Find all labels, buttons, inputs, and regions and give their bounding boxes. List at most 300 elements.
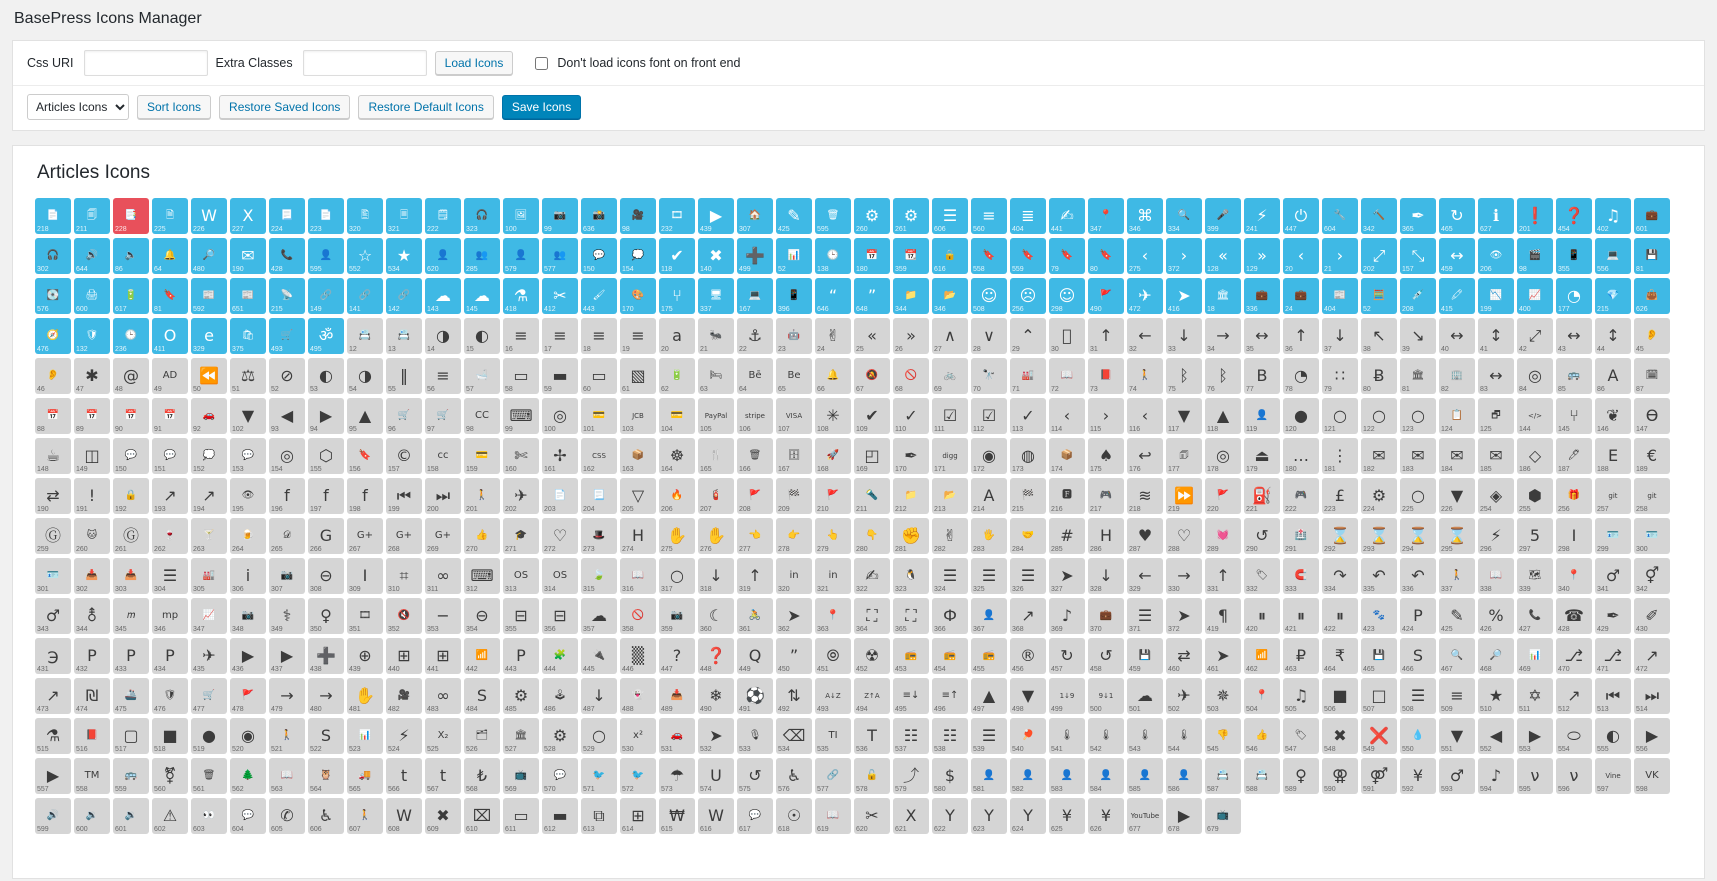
icon-cell[interactable] [386, 358, 422, 394]
icon-cell[interactable] [503, 398, 539, 434]
icon-cell[interactable] [1439, 198, 1475, 234]
icon-cell[interactable] [1166, 358, 1202, 394]
icon-cell[interactable] [1517, 758, 1553, 794]
icon-cell[interactable] [74, 278, 110, 314]
icon-cell[interactable] [581, 678, 617, 714]
icon-cell[interactable] [1478, 358, 1514, 394]
icon-cell[interactable] [74, 798, 110, 834]
icon-cell[interactable] [1322, 678, 1358, 714]
icon-cell[interactable] [1010, 278, 1046, 314]
icon-cell[interactable] [1127, 478, 1163, 514]
icon-cell[interactable] [1205, 398, 1241, 434]
icon-cell[interactable] [347, 318, 383, 354]
icon-cell[interactable] [191, 558, 227, 594]
icon-cell[interactable] [1361, 318, 1397, 354]
icon-cell[interactable] [191, 238, 227, 274]
icon-cell[interactable] [230, 678, 266, 714]
icon-cell[interactable] [74, 678, 110, 714]
icon-cell[interactable] [386, 318, 422, 354]
icon-cell[interactable] [347, 798, 383, 834]
icon-cell[interactable] [464, 758, 500, 794]
icon-cell[interactable] [893, 758, 929, 794]
icon-cell[interactable] [347, 238, 383, 274]
icon-cell[interactable] [1127, 638, 1163, 674]
icon-cell[interactable] [1010, 638, 1046, 674]
icon-cell[interactable] [347, 758, 383, 794]
icon-cell[interactable] [698, 278, 734, 314]
icon-cell[interactable] [815, 518, 851, 554]
icon-cell[interactable] [425, 318, 461, 354]
icon-cell[interactable] [1556, 718, 1592, 754]
icon-cell[interactable] [1439, 318, 1475, 354]
icon-cell[interactable] [1166, 278, 1202, 314]
icon-cell[interactable] [191, 438, 227, 474]
icon-cell[interactable] [464, 638, 500, 674]
icon-cell[interactable] [854, 558, 890, 594]
icon-cell[interactable] [386, 198, 422, 234]
icon-cell[interactable] [308, 518, 344, 554]
icon-cell[interactable] [1166, 518, 1202, 554]
icon-cell[interactable] [620, 758, 656, 794]
icon-cell[interactable] [1166, 638, 1202, 674]
icon-cell[interactable] [386, 678, 422, 714]
icon-cell[interactable] [854, 318, 890, 354]
icon-cell[interactable] [815, 238, 851, 274]
icon-cell[interactable] [74, 438, 110, 474]
icon-cell[interactable] [1127, 558, 1163, 594]
icon-cell[interactable] [113, 558, 149, 594]
icon-cell[interactable] [1478, 518, 1514, 554]
icon-cell[interactable] [308, 638, 344, 674]
icon-cell[interactable] [74, 398, 110, 434]
icon-cell[interactable] [1556, 278, 1592, 314]
icon-cell[interactable] [1127, 358, 1163, 394]
icon-cell[interactable] [74, 758, 110, 794]
icon-cell[interactable] [152, 318, 188, 354]
icon-cell[interactable] [776, 598, 812, 634]
icon-cell[interactable] [854, 278, 890, 314]
icon-cell[interactable] [620, 798, 656, 834]
icon-cell[interactable] [698, 678, 734, 714]
icon-cell[interactable] [269, 558, 305, 594]
icon-cell[interactable] [932, 358, 968, 394]
icon-cell[interactable] [581, 358, 617, 394]
icon-cell[interactable] [542, 638, 578, 674]
icon-cell[interactable] [971, 558, 1007, 594]
icon-cell[interactable] [1244, 478, 1280, 514]
icon-cell[interactable] [1439, 278, 1475, 314]
icon-cell[interactable] [1088, 758, 1124, 794]
icon-cell[interactable] [152, 438, 188, 474]
icon-cell[interactable] [308, 678, 344, 714]
icon-cell[interactable] [1127, 758, 1163, 794]
icon-cell[interactable] [620, 318, 656, 354]
icon-cell[interactable] [1439, 638, 1475, 674]
icon-cell[interactable] [386, 718, 422, 754]
icon-cell[interactable] [464, 798, 500, 834]
icon-cell[interactable] [503, 678, 539, 714]
icon-cell[interactable] [854, 198, 890, 234]
icon-cell[interactable] [581, 758, 617, 794]
icon-cell[interactable] [74, 598, 110, 634]
icon-cell[interactable] [776, 678, 812, 714]
icon-cell[interactable] [347, 598, 383, 634]
icon-cell[interactable] [152, 358, 188, 394]
icon-cell[interactable] [113, 798, 149, 834]
icon-cell[interactable] [503, 238, 539, 274]
icon-cell[interactable] [1010, 398, 1046, 434]
icon-cell[interactable] [1361, 278, 1397, 314]
icon-cell[interactable] [1127, 718, 1163, 754]
icon-cell[interactable] [581, 478, 617, 514]
icon-cell[interactable] [698, 318, 734, 354]
icon-cell[interactable] [425, 758, 461, 794]
icon-cell[interactable] [620, 198, 656, 234]
icon-cell[interactable] [308, 758, 344, 794]
icon-cell[interactable] [269, 278, 305, 314]
icon-cell[interactable] [971, 598, 1007, 634]
icon-cell[interactable] [815, 358, 851, 394]
icon-cell[interactable] [893, 358, 929, 394]
icon-cell[interactable] [1283, 518, 1319, 554]
icon-cell[interactable] [1361, 398, 1397, 434]
icon-cell[interactable] [113, 478, 149, 514]
icon-cell[interactable] [776, 398, 812, 434]
icon-cell[interactable] [464, 718, 500, 754]
icon-cell[interactable] [932, 198, 968, 234]
icon-cell[interactable] [776, 718, 812, 754]
icon-cell[interactable] [1205, 638, 1241, 674]
icon-cell[interactable] [1439, 678, 1475, 714]
icon-cell[interactable] [503, 278, 539, 314]
icon-cell[interactable] [347, 198, 383, 234]
icon-cell[interactable] [1283, 478, 1319, 514]
icon-cell[interactable] [1595, 558, 1631, 594]
icon-cell[interactable] [1088, 278, 1124, 314]
icon-cell[interactable] [854, 758, 890, 794]
icon-cell[interactable] [1439, 558, 1475, 594]
icon-cell[interactable] [1400, 558, 1436, 594]
icon-cell[interactable] [659, 758, 695, 794]
icon-cell[interactable] [152, 198, 188, 234]
icon-cell[interactable] [1088, 478, 1124, 514]
icon-cell[interactable] [1478, 718, 1514, 754]
icon-cell[interactable] [35, 358, 71, 394]
icon-cell[interactable] [1283, 758, 1319, 794]
icon-cell[interactable] [1283, 678, 1319, 714]
icon-cell[interactable] [659, 598, 695, 634]
icon-cell[interactable] [1049, 758, 1085, 794]
icon-cell[interactable] [776, 198, 812, 234]
icon-cell[interactable] [1049, 638, 1085, 674]
icon-cell[interactable] [386, 398, 422, 434]
icon-cell[interactable] [1127, 438, 1163, 474]
icon-cell[interactable] [503, 438, 539, 474]
icon-cell[interactable] [464, 518, 500, 554]
icon-cell[interactable] [74, 638, 110, 674]
icon-cell[interactable] [74, 558, 110, 594]
icon-cell[interactable] [932, 398, 968, 434]
icon-cell[interactable] [1010, 558, 1046, 594]
icon-cell[interactable] [1283, 718, 1319, 754]
icon-cell[interactable] [893, 558, 929, 594]
icon-cell[interactable] [971, 318, 1007, 354]
icon-cell[interactable] [1517, 198, 1553, 234]
icon-cell[interactable] [620, 278, 656, 314]
icon-cell[interactable] [113, 518, 149, 554]
icon-cell[interactable] [35, 638, 71, 674]
icon-cell[interactable] [113, 438, 149, 474]
icon-cell[interactable] [815, 438, 851, 474]
icon-cell[interactable] [1049, 518, 1085, 554]
icon-cell[interactable] [1049, 798, 1085, 834]
icon-cell[interactable] [1517, 718, 1553, 754]
icon-cell[interactable] [230, 438, 266, 474]
icon-cell[interactable] [230, 238, 266, 274]
icon-cell[interactable] [1634, 438, 1670, 474]
icon-cell[interactable] [1478, 238, 1514, 274]
icon-cell[interactable] [581, 198, 617, 234]
icon-cell[interactable] [347, 558, 383, 594]
icon-cell[interactable] [308, 558, 344, 594]
icon-cell[interactable] [1517, 558, 1553, 594]
icon-cell[interactable] [1595, 438, 1631, 474]
icon-cell[interactable] [1634, 758, 1670, 794]
icon-cell[interactable] [1049, 678, 1085, 714]
icon-cell[interactable] [1166, 238, 1202, 274]
icon-cell[interactable] [1439, 398, 1475, 434]
icon-cell[interactable] [1478, 758, 1514, 794]
icon-cell[interactable] [932, 278, 968, 314]
icon-cell[interactable] [1361, 598, 1397, 634]
icon-cell[interactable] [854, 358, 890, 394]
icon-cell[interactable] [698, 478, 734, 514]
icon-cell[interactable] [581, 558, 617, 594]
icon-cell[interactable] [971, 198, 1007, 234]
icon-cell[interactable] [74, 718, 110, 754]
icon-cell[interactable] [815, 718, 851, 754]
icon-cell[interactable] [971, 798, 1007, 834]
icon-cell[interactable] [1205, 438, 1241, 474]
icon-cell[interactable] [1244, 598, 1280, 634]
icon-cell[interactable] [503, 718, 539, 754]
icon-cell[interactable] [1088, 718, 1124, 754]
icon-cell[interactable] [737, 638, 773, 674]
icon-cell[interactable] [1439, 598, 1475, 634]
icon-cell[interactable] [35, 598, 71, 634]
icon-cell[interactable] [581, 318, 617, 354]
icon-cell[interactable] [971, 678, 1007, 714]
icon-cell[interactable] [737, 398, 773, 434]
icon-cell[interactable] [1283, 358, 1319, 394]
icon-cell[interactable] [503, 518, 539, 554]
icon-cell[interactable] [737, 798, 773, 834]
icon-cell[interactable] [503, 318, 539, 354]
icon-cell[interactable] [971, 758, 1007, 794]
icon-cell[interactable] [1361, 358, 1397, 394]
icon-cell[interactable] [854, 398, 890, 434]
icon-cell[interactable] [1166, 438, 1202, 474]
icon-cell[interactable] [854, 798, 890, 834]
icon-cell[interactable] [1010, 798, 1046, 834]
icon-cell[interactable] [1634, 278, 1670, 314]
icon-cell[interactable] [893, 798, 929, 834]
icon-cell[interactable] [1244, 198, 1280, 234]
restore-saved-icons-button[interactable]: Restore Saved Icons [219, 95, 350, 119]
icon-cell[interactable] [425, 638, 461, 674]
icon-cell[interactable] [425, 398, 461, 434]
icon-cell[interactable] [737, 238, 773, 274]
icon-cell[interactable] [1556, 198, 1592, 234]
icon-cell[interactable] [932, 438, 968, 474]
icon-cell[interactable] [74, 198, 110, 234]
icon-cell[interactable] [1049, 718, 1085, 754]
icon-cell[interactable] [854, 638, 890, 674]
icon-cell[interactable] [347, 638, 383, 674]
icon-cell[interactable] [1283, 398, 1319, 434]
icon-cell[interactable] [1205, 718, 1241, 754]
icon-cell[interactable] [815, 278, 851, 314]
icon-cell[interactable] [815, 638, 851, 674]
icon-cell[interactable] [815, 598, 851, 634]
icon-cell[interactable] [1205, 678, 1241, 714]
icon-cell[interactable] [113, 278, 149, 314]
icon-cell[interactable] [1166, 678, 1202, 714]
icon-cell[interactable] [464, 278, 500, 314]
icon-cell[interactable] [1517, 478, 1553, 514]
icon-cell[interactable] [971, 358, 1007, 394]
icon-cell[interactable] [1088, 318, 1124, 354]
icon-cell[interactable] [1361, 638, 1397, 674]
icon-cell[interactable] [1634, 238, 1670, 274]
icon-cell[interactable] [347, 278, 383, 314]
icon-cell[interactable] [1244, 638, 1280, 674]
icon-cell[interactable] [1439, 758, 1475, 794]
icon-cell[interactable] [1361, 678, 1397, 714]
icon-cell[interactable] [113, 238, 149, 274]
icon-cell[interactable] [425, 718, 461, 754]
icon-cell[interactable] [1244, 518, 1280, 554]
icon-cell[interactable] [1439, 438, 1475, 474]
icon-cell[interactable] [269, 478, 305, 514]
icon-cell[interactable] [1517, 638, 1553, 674]
icon-cell[interactable] [230, 758, 266, 794]
icon-cell[interactable] [152, 638, 188, 674]
icon-cell[interactable] [776, 278, 812, 314]
icon-cell[interactable] [425, 438, 461, 474]
icon-cell[interactable] [581, 598, 617, 634]
icon-cell[interactable] [542, 478, 578, 514]
icon-cell[interactable] [503, 758, 539, 794]
icon-cell[interactable] [152, 238, 188, 274]
icon-cell[interactable] [1517, 318, 1553, 354]
icon-cell[interactable] [776, 558, 812, 594]
icon-cell[interactable] [1361, 718, 1397, 754]
icon-cell[interactable] [737, 278, 773, 314]
icon-cell[interactable] [347, 358, 383, 394]
icon-set-select[interactable] [27, 94, 129, 120]
icon-cell[interactable] [1010, 718, 1046, 754]
icon-cell[interactable] [932, 518, 968, 554]
icon-cell[interactable] [1478, 478, 1514, 514]
icon-cell[interactable] [1595, 758, 1631, 794]
icon-cell[interactable] [464, 398, 500, 434]
icon-cell[interactable] [1556, 358, 1592, 394]
icon-cell[interactable] [581, 638, 617, 674]
icon-cell[interactable] [932, 318, 968, 354]
icon-cell[interactable] [1205, 478, 1241, 514]
icon-cell[interactable] [1595, 518, 1631, 554]
icon-cell[interactable] [893, 638, 929, 674]
icon-cell[interactable] [1166, 398, 1202, 434]
icon-cell[interactable] [542, 678, 578, 714]
icon-cell[interactable] [35, 278, 71, 314]
icon-cell[interactable] [1556, 638, 1592, 674]
icon-cell[interactable] [230, 798, 266, 834]
icon-cell[interactable] [698, 358, 734, 394]
icon-cell[interactable] [113, 598, 149, 634]
icon-cell[interactable] [1166, 718, 1202, 754]
icon-cell[interactable] [1127, 598, 1163, 634]
icon-cell[interactable] [1634, 678, 1670, 714]
icon-cell[interactable] [1049, 398, 1085, 434]
icon-cell[interactable] [737, 518, 773, 554]
icon-cell[interactable] [1517, 278, 1553, 314]
icon-cell[interactable] [269, 398, 305, 434]
icon-cell[interactable] [425, 518, 461, 554]
icon-cell[interactable] [854, 518, 890, 554]
icon-cell[interactable] [74, 478, 110, 514]
icon-cell[interactable] [1634, 318, 1670, 354]
icon-cell[interactable] [308, 718, 344, 754]
icon-cell[interactable] [1244, 318, 1280, 354]
icon-cell[interactable] [308, 198, 344, 234]
icon-cell[interactable] [113, 198, 149, 234]
icon-cell[interactable] [659, 518, 695, 554]
icon-cell[interactable] [503, 558, 539, 594]
icon-cell[interactable] [1322, 758, 1358, 794]
icon-cell[interactable] [1400, 638, 1436, 674]
icon-cell[interactable] [425, 678, 461, 714]
icon-cell[interactable] [1088, 638, 1124, 674]
icon-cell[interactable] [425, 278, 461, 314]
icon-cell[interactable] [893, 438, 929, 474]
icon-cell[interactable] [1244, 238, 1280, 274]
icon-cell[interactable] [1595, 638, 1631, 674]
icon-cell[interactable] [815, 798, 851, 834]
icon-cell[interactable] [620, 478, 656, 514]
icon-cell[interactable] [191, 278, 227, 314]
icon-cell[interactable] [1010, 238, 1046, 274]
icon-cell[interactable] [1595, 478, 1631, 514]
icon-cell[interactable] [464, 678, 500, 714]
icon-cell[interactable] [425, 798, 461, 834]
icon-cell[interactable] [464, 438, 500, 474]
icon-cell[interactable] [1049, 478, 1085, 514]
icon-cell[interactable] [854, 238, 890, 274]
icon-cell[interactable] [1400, 518, 1436, 554]
icon-cell[interactable] [1322, 518, 1358, 554]
icon-cell[interactable] [269, 718, 305, 754]
icon-cell[interactable] [659, 558, 695, 594]
icon-cell[interactable] [1400, 398, 1436, 434]
icon-cell[interactable] [1049, 438, 1085, 474]
icon-cell[interactable] [1361, 198, 1397, 234]
icon-cell[interactable] [35, 238, 71, 274]
icon-cell[interactable] [269, 518, 305, 554]
icon-cell[interactable] [1127, 678, 1163, 714]
icon-cell[interactable] [893, 238, 929, 274]
